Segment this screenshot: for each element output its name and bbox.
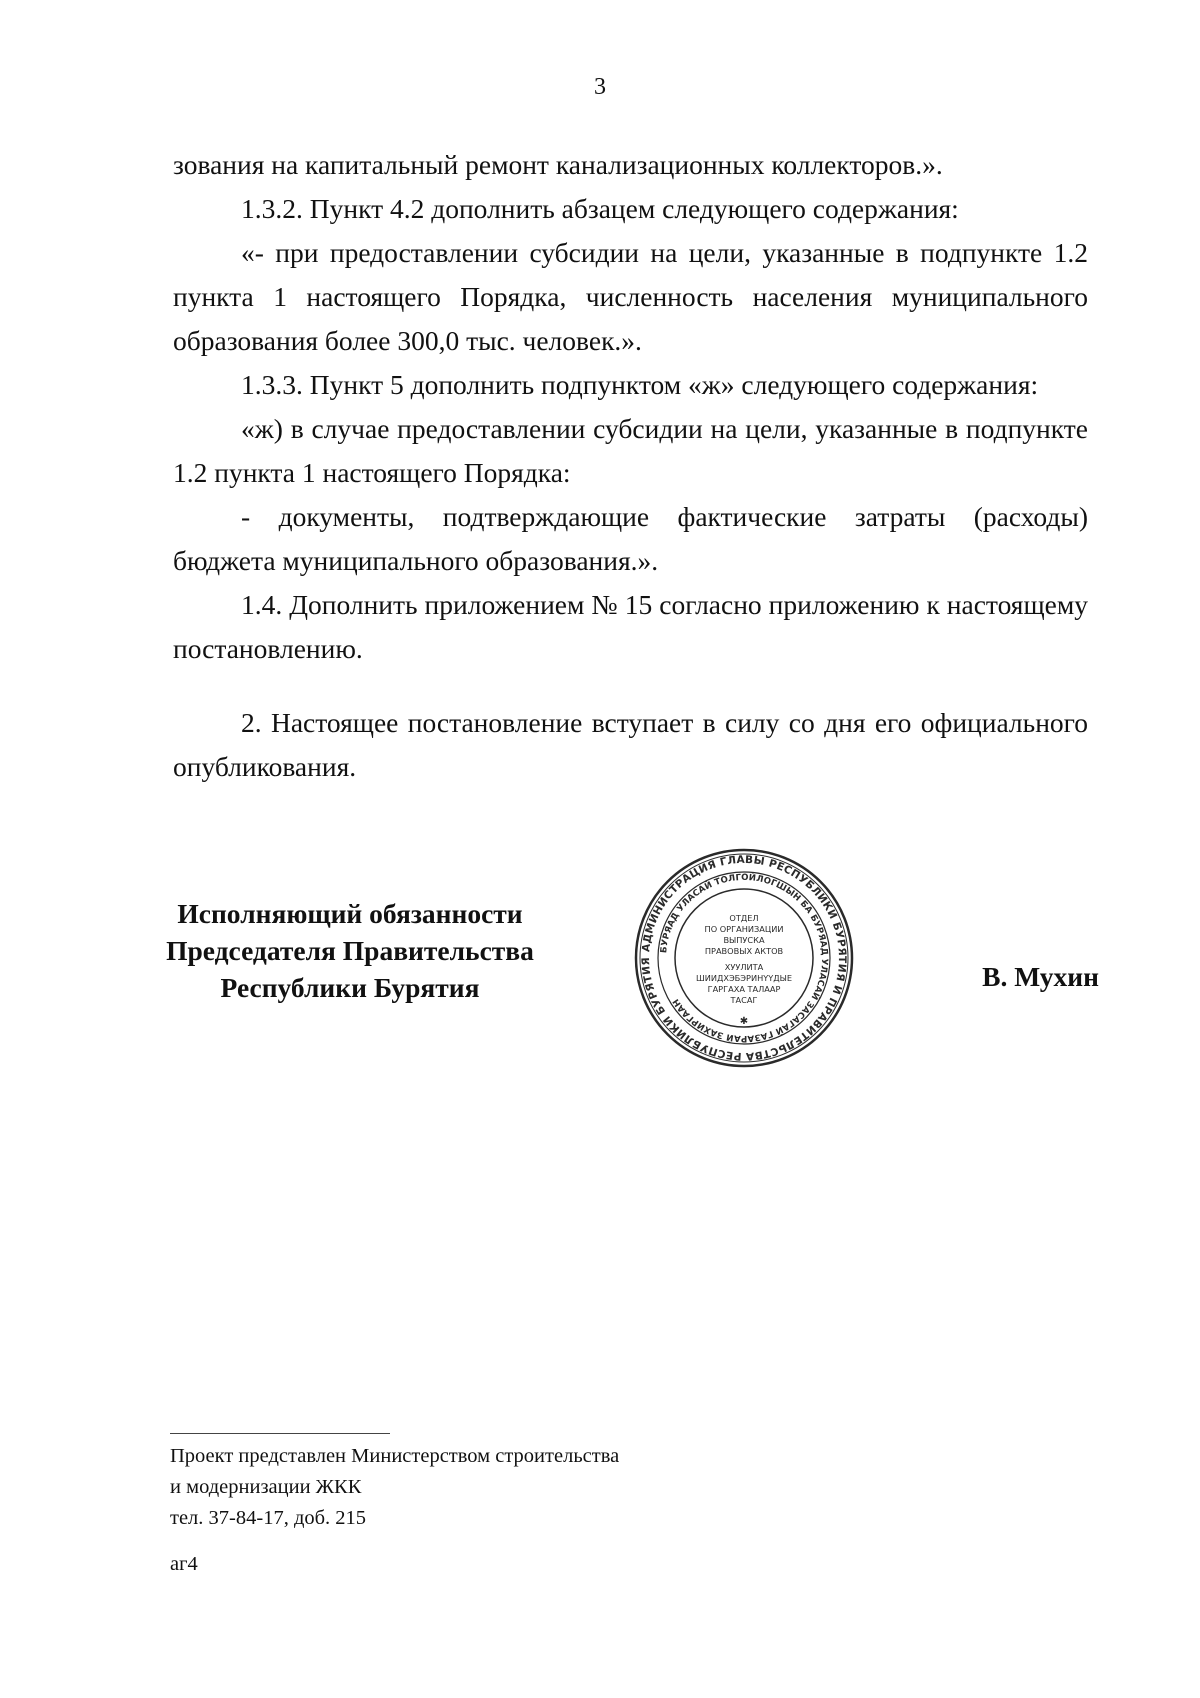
paragraph-subpoint-zh: «ж) в случае предоставлении субсидии на цели, указанные в подпункте 1.2 пункта 1 настоящего Порядка:: [173, 413, 1088, 488]
signatory-title-line: Исполняющий обязанности: [177, 898, 523, 929]
signatory-title: [150, 895, 550, 1006]
stamp-center-line: ТАСАГ: [730, 995, 758, 1005]
stamp-center-line: ОТДЕЛ: [729, 913, 759, 923]
paragraph-1-4: 1.4. Дополнить приложением № 15 согласно приложению к настоящему постановлению.: [173, 589, 1088, 664]
paragraph-quote-subsidy: «- при предоставлении субсидии на цели, указанные в подпункте 1.2 пункта 1 настоящего Порядка, численность населения муниципального образования более 300,0 тыс. человек.».: [173, 237, 1088, 356]
signatory-title-line: Республики Бурятия: [220, 972, 480, 1003]
star-icon: ✱: [739, 1016, 749, 1027]
stamp-inner-text: БУРЯАД УЛАСАЙ ТОЛГОЙЛОГШЫН БА БУРЯАД УЛАСАЙ ЗАСАГАЙ ГАЗАРАЙ ЗАХИРГААН: [659, 872, 830, 1044]
paragraph-continuation: зования на капитальный ремонт канализационных коллекторов.».: [173, 149, 943, 180]
paragraph-2-effective: 2. Настоящее постановление вступает в силу со дня его официального опубликования.: [173, 707, 1088, 782]
stamp-center-line: ШИИДХЭБЭРИНҮҮДЫЕ: [695, 973, 793, 983]
stamp-outer-text: АДМИНИСТРАЦИЯ ГЛАВЫ РЕСПУБЛИКИ БУРЯТИЯ И ПРАВИТЕЛЬСТВА РЕСПУБЛИКИ БУРЯТИЯ: [639, 853, 849, 1063]
signatory-title-line: Председателя Правительства: [166, 935, 534, 966]
document-code: аг4: [170, 1553, 198, 1575]
signatory-name: В. Мухин: [982, 961, 1099, 992]
footer-line: и модернизации ЖКК: [170, 1476, 362, 1498]
stamp-center-line: ПРАВОВЫХ АКТОВ: [704, 946, 784, 956]
stamp-center-line: ВЫПУСКА: [723, 935, 765, 945]
footer-note: [170, 1441, 619, 1534]
page-number: 3: [594, 74, 606, 100]
paragraph-1-3-3: 1.3.3. Пункт 5 дополнить подпунктом «ж» следующего содержания:: [241, 369, 1039, 400]
paragraph-1-3-2: 1.3.2. Пункт 4.2 дополнить абзацем следующего содержания:: [241, 193, 959, 224]
footer-line: Проект представлен Министерством строительства: [170, 1445, 620, 1467]
document-body: [173, 143, 1088, 789]
svg-text:АДМИНИСТРАЦИЯ ГЛАВЫ РЕСПУБЛИКИ: [640, 854, 848, 1062]
stamp-center-line: ХУУЛИТА: [724, 962, 764, 972]
footer-line: тел. 37-84-17, доб. 215: [170, 1507, 367, 1529]
official-seal-stamp: [632, 846, 856, 1070]
footer-divider: [170, 1433, 390, 1434]
stamp-center-line: ПО ОРГАНИЗАЦИИ: [704, 924, 784, 934]
stamp-center-line: ГАРГАХА ТАЛААР: [707, 984, 781, 994]
paragraph-documents: - документы, подтверждающие фактические затраты (расходы) бюджета муниципального образования.».: [173, 501, 1088, 576]
